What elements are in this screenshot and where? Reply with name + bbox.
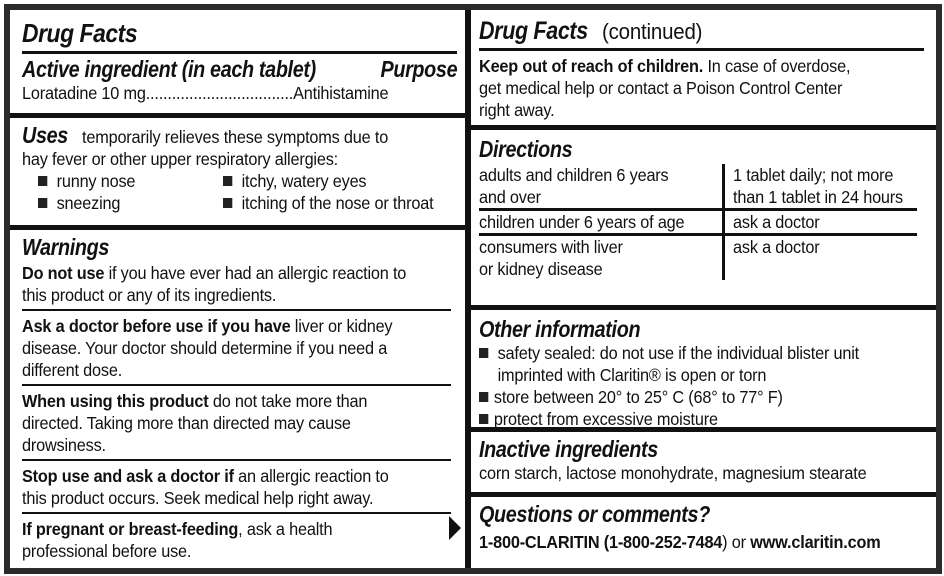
warning-pregnant: If pregnant or breast-feeding, ask a health professional before use. bbox=[22, 512, 451, 565]
uses-section bbox=[10, 118, 465, 225]
bullet-icon bbox=[38, 176, 47, 186]
phone-number[interactable]: 1-800-CLARITIN (1-800-252-7484 bbox=[479, 532, 723, 552]
directions-table bbox=[479, 164, 917, 280]
title-divider bbox=[479, 48, 924, 51]
title-divider bbox=[22, 51, 457, 54]
bullet-icon bbox=[479, 348, 488, 358]
drug-facts-title: Drug Facts bbox=[22, 18, 138, 48]
warning-ask-doctor: Ask a doctor before use if you have liver or kidney disease. Your doctor should determine if you need a different dose. bbox=[22, 309, 451, 384]
warnings-section bbox=[10, 230, 465, 568]
other-information-heading: Other information bbox=[479, 316, 641, 342]
other-info-item: safety sealed: do not use if the individual blister unit imprinted with Claritin® is open or torn bbox=[479, 342, 928, 386]
drug-facts-label bbox=[4, 4, 942, 574]
label-border bbox=[10, 10, 936, 568]
purpose-heading: Purpose bbox=[380, 56, 457, 82]
continue-arrow-icon bbox=[449, 516, 461, 540]
questions-heading: Questions or comments? bbox=[479, 501, 710, 527]
directions-row: consumers with liver or kidney disease ask a doctor bbox=[479, 235, 917, 281]
right-column bbox=[471, 10, 936, 568]
active-ingredient-row bbox=[22, 82, 470, 104]
uses-heading: Uses bbox=[22, 122, 68, 148]
ingredient-name: Loratadine 10 mg bbox=[22, 83, 146, 103]
other-info-item: store between 20° to 25° C (68° to 77° F) bbox=[479, 386, 897, 408]
warning-stop-use: Stop use and ask a doctor if an allergic reaction to this product occurs. Seek medical help right away. bbox=[22, 459, 451, 512]
warning-when-using: When using this product do not take more than directed. Taking more than directed may cause drowsiness. bbox=[22, 384, 451, 459]
directions-row: children under 6 years of age ask a doctor bbox=[479, 210, 917, 235]
bullet-icon bbox=[223, 176, 232, 186]
directions-row: adults and children 6 years and over 1 tablet daily; not more than 1 tablet in 24 hours bbox=[479, 164, 917, 210]
questions-section bbox=[471, 497, 936, 568]
drug-facts-continued-section bbox=[471, 10, 936, 125]
bullet-icon bbox=[479, 414, 488, 424]
uses-intro-line2: hay fever or other upper respiratory allergies: bbox=[22, 149, 339, 169]
directions-heading: Directions bbox=[479, 136, 573, 162]
left-column bbox=[10, 10, 465, 568]
warning-do-not-use: Do not use if you have ever had an allergic reaction to this product or any of its ingredients. bbox=[22, 263, 407, 305]
directions-section bbox=[471, 130, 936, 305]
uses-intro-line1: temporarily relieves these symptoms due to bbox=[82, 127, 389, 147]
drug-facts-continued-title: Drug Facts bbox=[479, 17, 588, 45]
other-information-section bbox=[471, 310, 936, 427]
warnings-heading: Warnings bbox=[22, 234, 110, 260]
inactive-ingredients-section bbox=[471, 432, 936, 492]
active-ingredient-heading: Active ingredient (in each tablet) bbox=[22, 56, 316, 82]
uses-item: sneezing bbox=[38, 192, 210, 214]
uses-item: itchy, watery eyes bbox=[223, 170, 441, 192]
keep-out-of-reach: Keep out of reach of children. In case of overdose, get medical help or contact a Poison Control Center right away. bbox=[479, 56, 851, 120]
contact-line: 1-800-CLARITIN (1-800-252-7484) or www.claritin.com bbox=[479, 532, 881, 552]
other-info-item: protect from excessive moisture bbox=[479, 408, 897, 430]
inactive-ingredients-list: corn starch, lactose monohydrate, magnesium stearate bbox=[479, 463, 867, 483]
bullet-icon bbox=[223, 198, 232, 208]
uses-item: runny nose bbox=[38, 170, 210, 192]
continued-label: (continued) bbox=[601, 19, 702, 44]
website-link[interactable]: www.claritin.com bbox=[750, 532, 881, 552]
bullet-icon bbox=[38, 198, 47, 208]
leader-dots: .................................. bbox=[145, 83, 294, 103]
bullet-icon bbox=[479, 392, 488, 402]
ingredient-purpose: Antihistamine bbox=[293, 83, 389, 103]
inactive-ingredients-heading: Inactive ingredients bbox=[479, 436, 658, 462]
uses-list bbox=[38, 170, 457, 214]
uses-item: itching of the nose or throat bbox=[223, 192, 441, 214]
drug-facts-section bbox=[10, 10, 465, 113]
